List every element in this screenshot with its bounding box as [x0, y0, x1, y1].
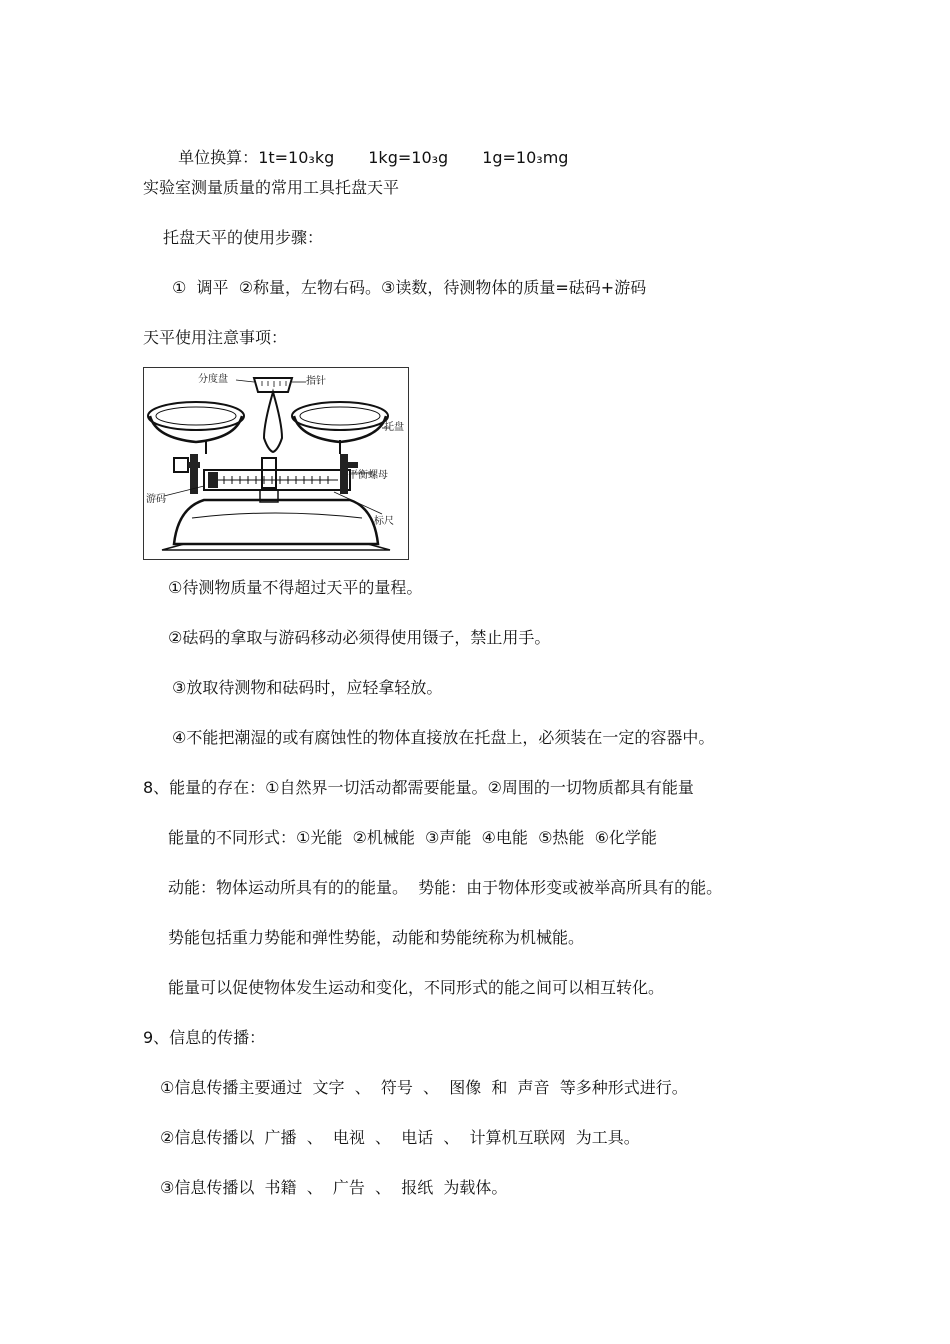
steps-line: ① 调平 ②称量，左物右码。③读数，待测物体的质量=砝码+游码: [172, 278, 647, 297]
unit-conversion-label: 单位换算：: [178, 148, 259, 167]
note-4: ④不能把潮湿的或有腐蚀性的物体直接放在托盘上，必须装在一定的容器中。: [172, 728, 715, 747]
unit-conversion-eq3: 1g=10₃mg: [482, 148, 569, 167]
label-beam: 标尺: [374, 516, 394, 527]
label-nut: 平衡螺母: [348, 470, 388, 481]
note-2: ②砝码的拿取与游码移动必须得使用镊子，禁止用手。: [168, 628, 551, 647]
info-item-1: ①信息传播主要通过 文字 、 符号 、 图像 和 声音 等多种形式进行。: [160, 1078, 688, 1097]
mass-tool-line: 实验室测量质量的常用工具托盘天平: [143, 178, 400, 197]
info-heading: 9、信息的传播：: [143, 1028, 266, 1047]
notes-heading: 天平使用注意事项：: [143, 328, 288, 347]
unit-conversion-line: [168, 128, 568, 168]
label-scale: 分度盘: [198, 374, 228, 385]
energy-mechanical: 势能包括重力势能和弹性势能，动能和势能统称为机械能。: [168, 928, 585, 947]
label-pointer: 指针: [306, 376, 326, 387]
balance-diagram: [144, 368, 408, 559]
info-item-2: ②信息传播以 广播 、 电视 、 电话 、 计算机互联网 为工具。: [160, 1128, 640, 1147]
unit-conversion-eq1: 1t=10₃kg: [258, 148, 335, 167]
energy-forms: 能量的不同形式：①光能 ②机械能 ③声能 ④电能 ⑤热能 ⑥化学能: [168, 828, 657, 847]
label-pan: 托盘: [384, 422, 404, 433]
balance-figure: [143, 367, 409, 560]
energy-kinetic-potential: 动能：物体运动所具有的的能量。 势能：由于物体形变或被举高所具有的能。: [168, 878, 723, 897]
steps-heading: 托盘天平的使用步骤：: [163, 228, 324, 247]
energy-conversion: 能量可以促使物体发生运动和变化，不同形式的能之间可以相互转化。: [168, 978, 665, 997]
unit-conversion-eq2: 1kg=10₃g: [368, 148, 449, 167]
note-1: ①待测物质量不得超过天平的量程。: [168, 578, 423, 597]
note-3: ③放取待测物和砝码时，应轻拿轻放。: [172, 678, 443, 697]
info-item-3: ③信息传播以 书籍 、 广告 、 报纸 为载体。: [160, 1178, 508, 1197]
label-rider: 游码: [146, 494, 166, 505]
energy-heading: 8、能量的存在：①自然界一切活动都需要能量。②周围的一切物质都具有能量: [143, 778, 694, 797]
